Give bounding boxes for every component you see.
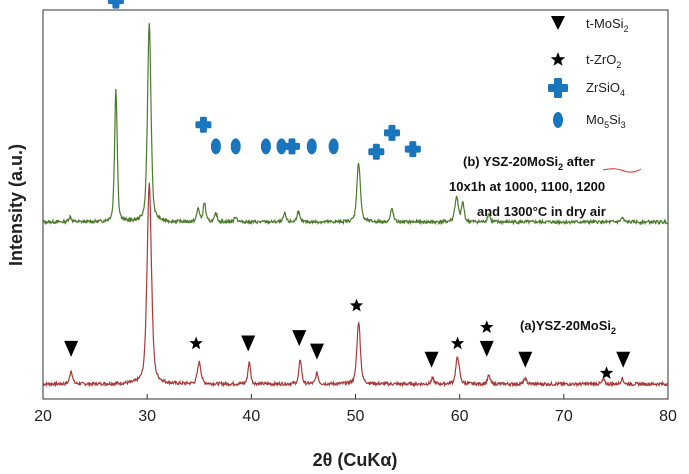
ellipse-marker	[329, 138, 339, 154]
x-tick-label: 40	[242, 408, 261, 425]
triangle-marker	[480, 341, 494, 357]
star-marker	[350, 299, 363, 312]
x-axis-title: 2θ (CuKα)	[312, 450, 398, 470]
cross-marker	[195, 117, 211, 133]
annotation-b-line3: and 1300°C in dry air	[477, 204, 606, 219]
legend-label-t-mosi2: t-MoSi$_2$	[586, 16, 629, 34]
star-marker	[451, 337, 464, 350]
legend-star-icon	[551, 52, 565, 66]
x-tick-label: 20	[34, 408, 52, 425]
ellipse-marker	[231, 138, 241, 154]
triangle-marker	[310, 344, 324, 360]
legend-triangle-icon	[551, 16, 565, 30]
star-marker	[190, 337, 203, 350]
x-tick-label: 80	[659, 408, 677, 425]
y-axis-title: Intensity (a.u.)	[6, 143, 26, 267]
x-tick-label: 70	[554, 408, 573, 425]
annotation-b	[449, 154, 641, 219]
cross-marker	[108, 0, 124, 9]
annotation-a-label: (a)YSZ-20MoSi$_2$	[520, 318, 617, 336]
ellipse-marker	[261, 138, 271, 154]
cross-marker	[405, 141, 421, 157]
triangle-marker	[241, 336, 255, 352]
legend-label-t-zro2: t-ZrO$_2$	[586, 52, 622, 70]
annotation-b-line1: (b) YSZ-20MoSi$_2$ after	[463, 154, 595, 172]
cross-marker	[284, 138, 300, 154]
cross-marker	[368, 144, 384, 160]
x-tick-label: 60	[450, 408, 469, 425]
ellipse-marker	[211, 138, 221, 154]
annotation-b-line2: 10x1h at 1000, 1100, 1200	[449, 179, 606, 194]
annotation-a	[520, 318, 616, 336]
legend-label-mo5si3: $Mo_5Si_3$	[586, 112, 626, 130]
cross-marker	[384, 125, 400, 141]
triangle-marker	[616, 352, 630, 368]
triangle-marker	[292, 330, 306, 346]
legend-label-zrsio4: ZrSiO$_4$	[586, 80, 625, 98]
star-marker	[600, 366, 613, 379]
annotation-underline	[603, 169, 641, 172]
x-tick-label: 30	[138, 408, 157, 425]
ellipse-marker	[307, 138, 317, 154]
legend-cross-icon	[548, 78, 568, 98]
x-tick-label: 50	[346, 408, 365, 425]
star-marker	[480, 320, 493, 333]
legend-ellipse-icon	[553, 112, 563, 128]
legend	[548, 16, 629, 130]
triangle-marker	[518, 352, 532, 368]
triangle-marker	[64, 341, 78, 357]
triangle-marker	[425, 352, 439, 368]
